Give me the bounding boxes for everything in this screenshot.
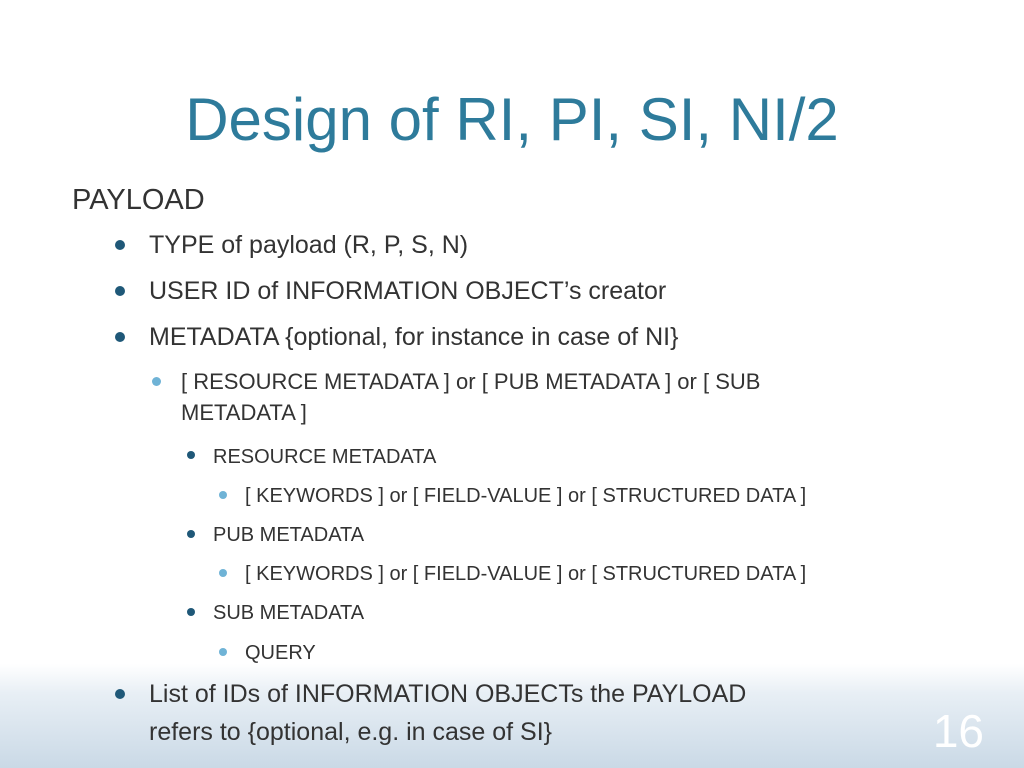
payload-heading: PAYLOAD [72, 184, 205, 216]
list-item-query: QUERY [245, 642, 316, 664]
page-number: 16 [932, 705, 984, 757]
bullet-dot [219, 569, 227, 577]
list-item-metadata-options-continued: METADATA ] [181, 400, 307, 425]
list-item-resource-metadata-kinds: [ KEYWORDS ] or [ FIELD-VALUE ] or [ STRUCTURED DATA ] [245, 485, 807, 507]
list-item-ids: List of IDs of INFORMATION OBJECTs the PAYLOAD [149, 680, 747, 708]
list-item-metadata-options: [ RESOURCE METADATA ] or [ PUB METADATA ] or [ SUB [181, 369, 761, 394]
bullet-dot [187, 608, 195, 616]
list-item-sub-metadata: SUB METADATA [213, 602, 365, 624]
bullet-dot [115, 240, 125, 250]
bullet-dot [115, 286, 125, 296]
bullet-dot [115, 689, 125, 699]
bullet-dot [115, 332, 125, 342]
slide-title: Design of RI, PI, SI, NI/2 [185, 86, 839, 153]
bullet-dot [187, 530, 195, 538]
list-item-type: TYPE of payload (R, P, S, N) [149, 231, 469, 259]
bullet-dot [219, 648, 227, 656]
bullet-dot [187, 451, 195, 459]
list-item-pub-metadata: PUB METADATA [213, 524, 365, 546]
list-item-metadata: METADATA {optional, for instance in case of NI} [149, 323, 679, 351]
list-item-ids-continued: refers to {optional, e.g. in case of SI} [149, 718, 553, 746]
bullet-dot [152, 377, 161, 386]
list-item-resource-metadata: RESOURCE METADATA [213, 446, 437, 468]
bullet-dot [219, 491, 227, 499]
list-item-pub-metadata-kinds: [ KEYWORDS ] or [ FIELD-VALUE ] or [ STRUCTURED DATA ] [245, 563, 807, 585]
list-item-user-id: USER ID of INFORMATION OBJECT’s creator [149, 277, 667, 305]
